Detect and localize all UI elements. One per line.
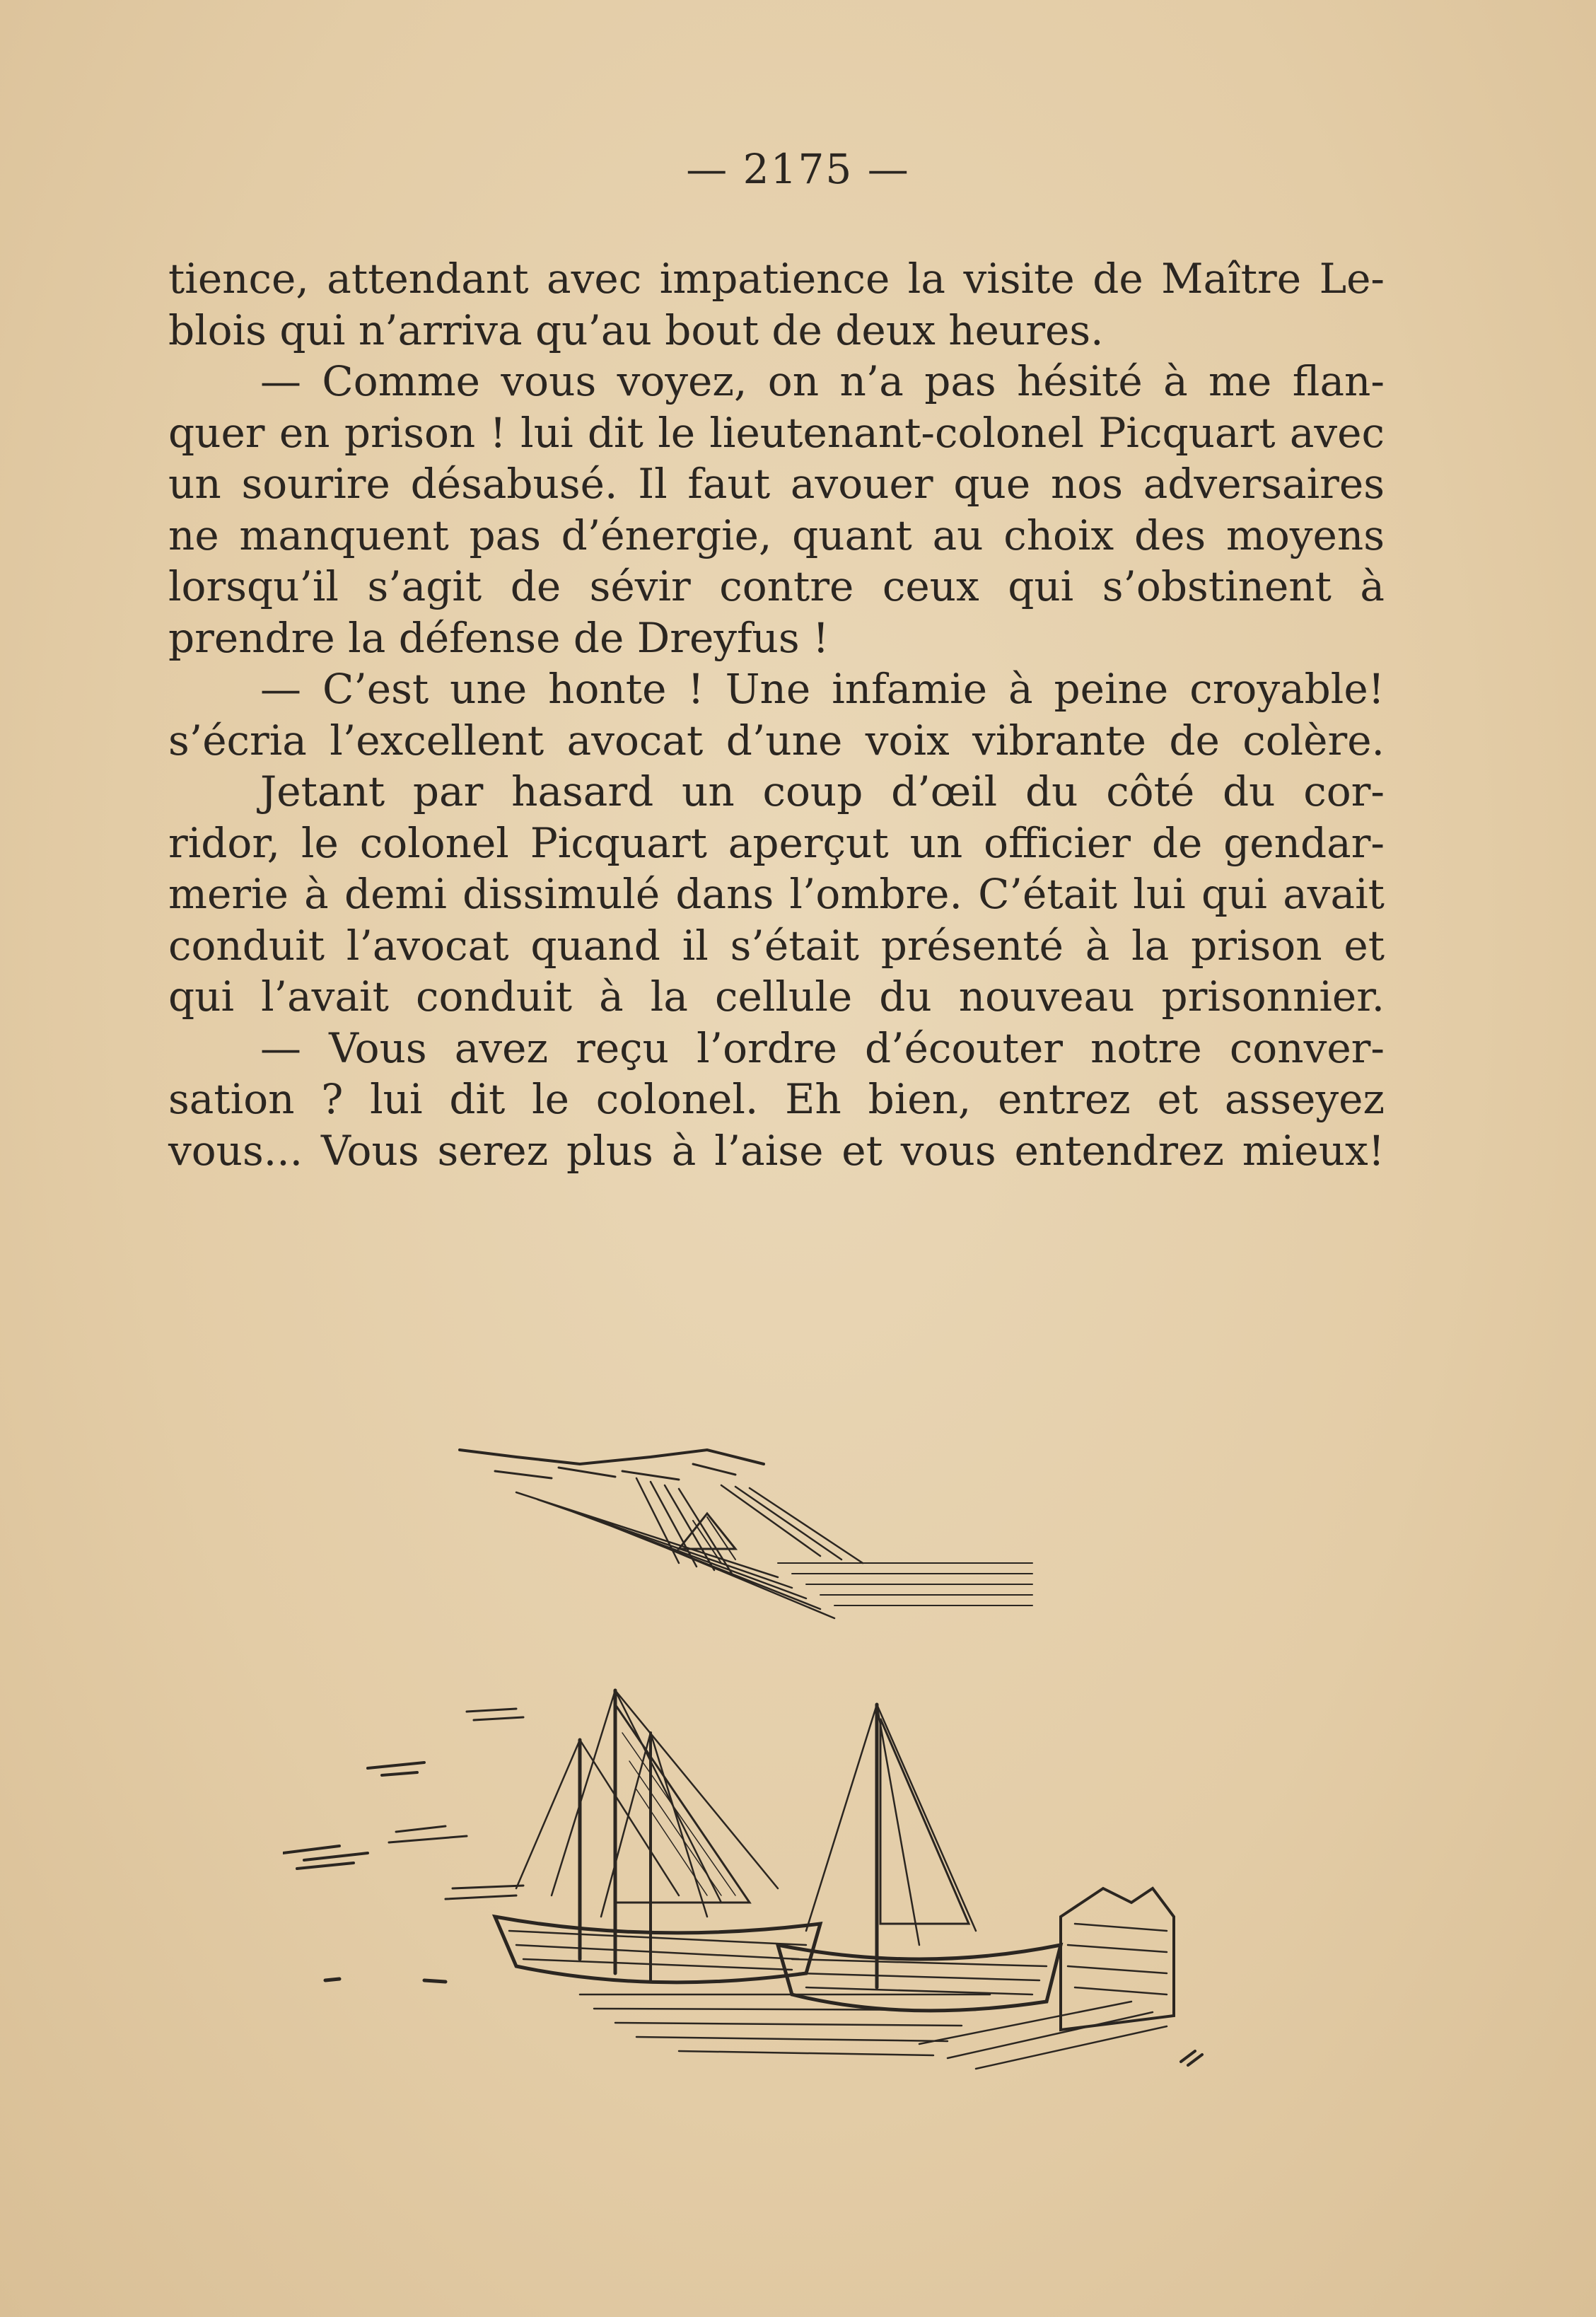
text-line: merie à demi dissimulé dans l’ombre. C’était lui qui avait (168, 870, 1385, 918)
text-line: vous... Vous serez plus à l’aise et vous entendrez mieux! (168, 1126, 1385, 1175)
text-line: tience, attendant avec impatience la visite de Maître Le- (168, 255, 1385, 303)
text-line: Jetant par hasard un coup d’œil du côté du cor- (260, 767, 1385, 815)
text-line: — Comme vous voyez, on n’a pas hésité à me flan- (260, 357, 1385, 405)
text-line: quer en prison ! lui dit le lieutenant-colonel Picquart avec (168, 408, 1385, 457)
body-text (168, 253, 1385, 1176)
text-line: sation ? lui dit le colonel. Eh bien, entrez et asseyez (168, 1075, 1385, 1123)
text-line: — C’est une honte ! Une infamie à peine croyable! (260, 665, 1385, 713)
text-line: conduit l’avocat quand il s’était présenté à la prison et (168, 921, 1385, 970)
text-line: lorsqu’il s’agit de sévir contre ceux qui s’obstinent à (168, 562, 1385, 610)
text-line: s’écria l’excellent avocat d’une voix vibrante de colère. (168, 716, 1385, 765)
text-line: — Vous avez reçu l’ordre d’écouter notre conver- (260, 1023, 1385, 1072)
text-line: ridor, le colonel Picquart aperçut un officier de gendar- (168, 818, 1385, 867)
text-line: blois qui n’arriva qu’au bout de deux heures. (168, 306, 1104, 354)
text-line: prendre la défense de Dreyfus ! (168, 613, 829, 662)
boat-engraving-illustration (283, 1436, 1273, 2086)
page-number: — 2175 — (686, 145, 910, 193)
text-line: ne manquent pas d’énergie, quant au choix des moyens (168, 511, 1385, 559)
text-line: qui l’avait conduit à la cellule du nouveau prisonnier. (168, 972, 1385, 1021)
text-line: un sourire désabusé. Il faut avouer que nos adversaires (168, 460, 1385, 508)
